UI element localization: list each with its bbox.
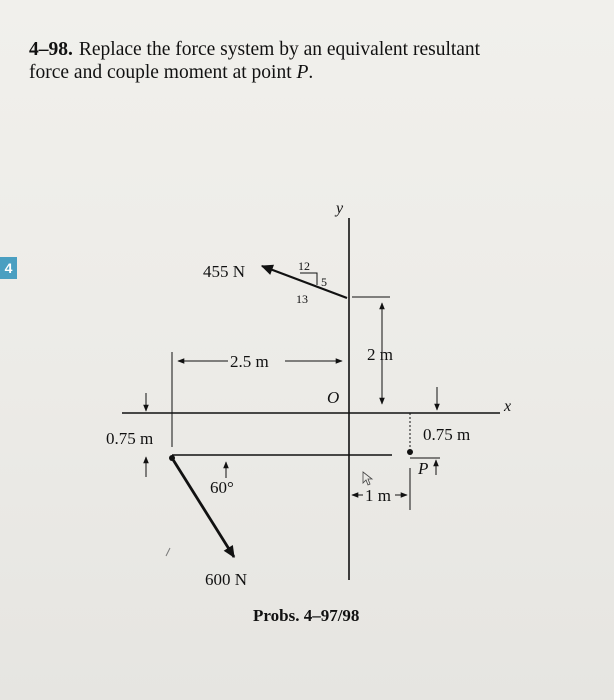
chapter-tab: 4 [0,257,17,279]
force-455-label: 455 N [203,262,246,281]
pencil-mark [166,548,170,556]
figure-caption: Probs. 4–97/98 [253,606,360,625]
dim-075-left-label: 0.75 m [106,429,154,448]
force-600-label: 600 N [205,570,248,589]
dim-1-label: 1 m [365,486,391,505]
dim-075-right-label: 0.75 m [423,425,471,444]
problem-text-end: . [308,62,314,83]
dim-2-label: 2 m [367,345,393,364]
x-axis-label: x [504,398,512,415]
point-p-dot [407,449,413,455]
force-600-arrow [172,458,234,557]
slope-13-label: 13 [296,292,308,306]
dim-2-5-label: 2.5 m [230,352,269,371]
y-axis-label: y [336,200,344,217]
problem-number: 4–98. [29,39,73,60]
point-p-label: P [418,459,429,478]
cursor-mark [363,472,372,485]
slope-5-label: 5 [321,275,327,289]
problem-text-line2: force and couple moment at point [29,62,297,83]
problem-point-name: P [296,62,309,83]
angle-60-label: 60° [210,478,234,497]
problem-text-line1: Replace the force system by an equivalent resultant [78,39,481,60]
origin-label: O [327,388,340,407]
slope-12-label: 12 [298,259,310,273]
